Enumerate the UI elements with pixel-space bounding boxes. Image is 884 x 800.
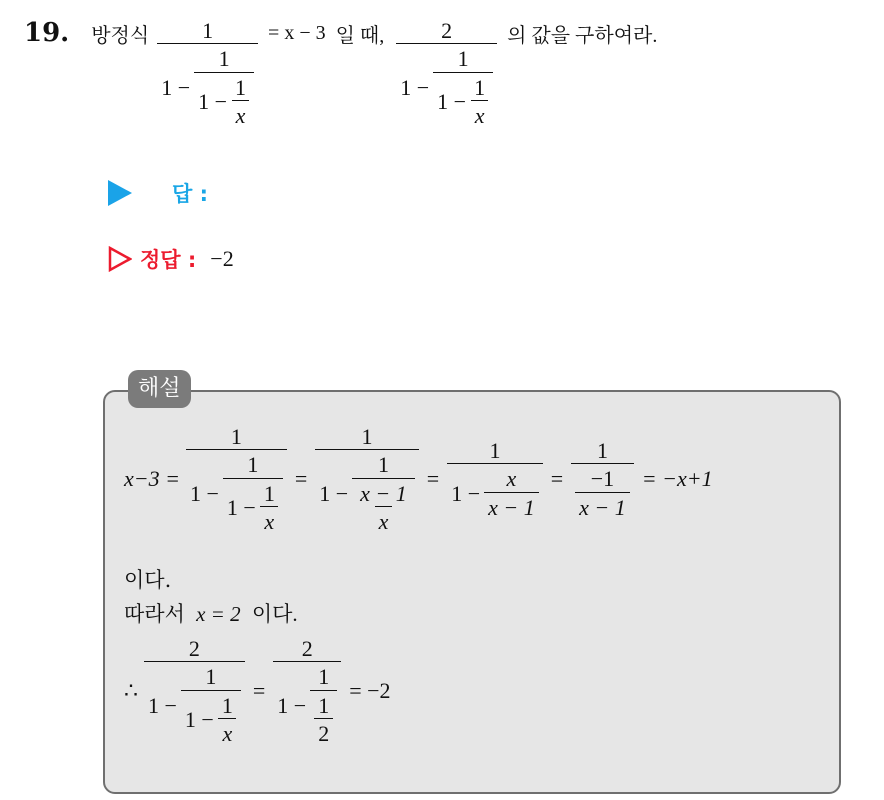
answer-label: 답 : xyxy=(172,182,208,206)
question-fraction-1: 1 1 − 1 1 − $\frac{1}{x}$ xyxy=(157,18,258,128)
solution-frac-a: 1 1 − 1 1 − $\frac{1}{x}$ xyxy=(186,424,287,534)
solution-line-2: 따라서 x = 2 이다. xyxy=(124,602,298,626)
solution-frac-c: 1 1 − $\frac{x}{x - 1}$ xyxy=(447,438,543,520)
play-icon xyxy=(108,180,132,206)
question-line xyxy=(24,18,864,128)
correct-value: −2 xyxy=(210,246,234,271)
solution-equation-3: ∴ 2 1 − 1 1 − $\frac{1}{x}$ = 2 1 − $\frac{1}{\frac{1}{2}}$ = −2 xyxy=(124,636,391,746)
question-fraction-2: 2 1 − 1 1 − $\frac{1}{x}$ xyxy=(396,18,497,128)
correct-label: 정답 : xyxy=(140,248,197,272)
solution-line-1: 이다. xyxy=(124,568,172,592)
solution-frac-b: 1 1 − $\frac{1}{\frac{x - 1}{x}}$ xyxy=(315,424,419,534)
question-suffix: 의 값을 구하여라. xyxy=(507,24,658,47)
outline-play-icon xyxy=(108,246,132,272)
solution-badge: 해설 xyxy=(128,370,191,408)
question-rhs: = x − 3 xyxy=(268,21,326,44)
answer-line xyxy=(108,178,208,208)
question-prefix: 방정식 xyxy=(91,24,150,47)
question-mid-text: 일 때, xyxy=(335,24,385,47)
correct-answer-line xyxy=(108,244,234,274)
solution-frac-f: 2 1 − $\frac{1}{\frac{1}{2}}$ xyxy=(273,636,341,746)
solution-equation-1: x−3 = 1 1 − 1 1 − $\frac{1}{x}$ = 1 1 − $\frac{1}{\frac{x - 1}{x}}$ = 1 1 − $\frac{x}{x - 1}$ = $\frac{1}{\frac{-1}{x - 1}}$ = −x+1 xyxy=(124,424,713,534)
question-number: 19. xyxy=(24,18,70,49)
solution-frac-e: 2 1 − 1 1 − $\frac{1}{x}$ xyxy=(144,636,245,746)
solution-frac-d: $\frac{1}{\frac{-1}{x - 1}}$ xyxy=(571,438,634,520)
